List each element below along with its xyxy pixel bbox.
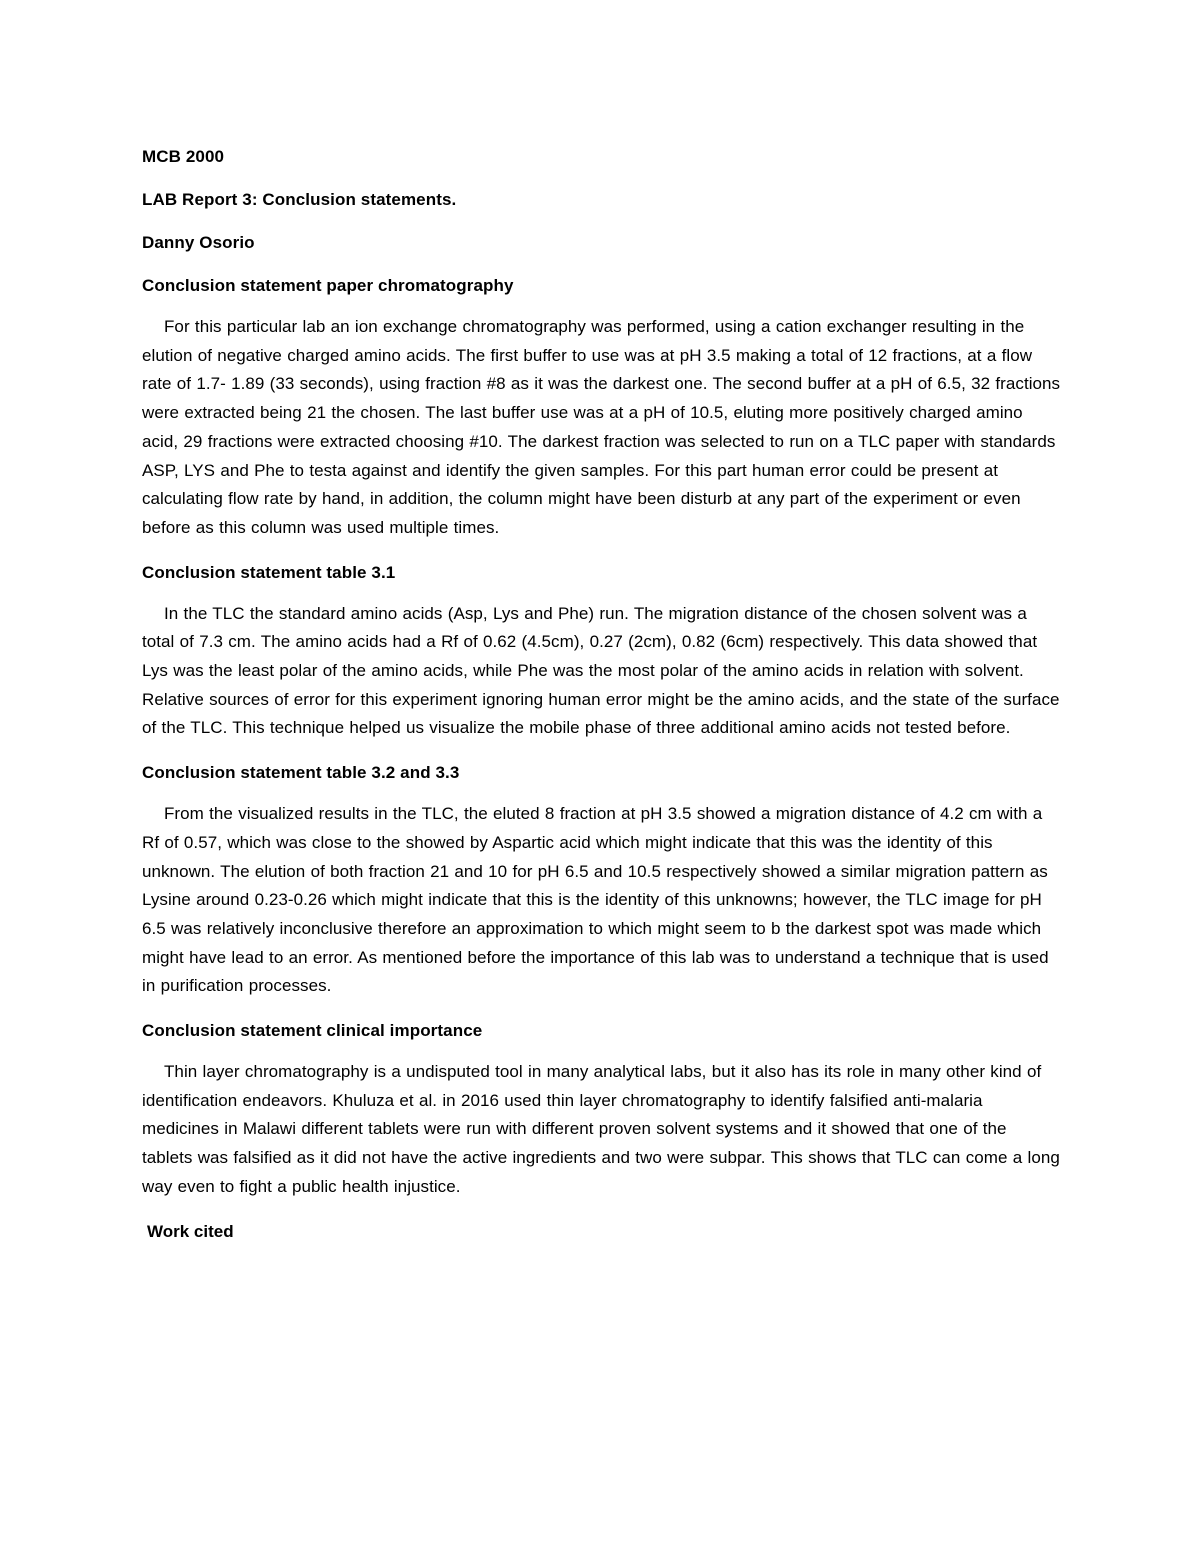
section-body-table-3-2-3-3: From the visualized results in the TLC, the eluted 8 fraction at pH 3.5 showed a migration distance of 4.2 cm with a Rf of 0.57, which was close to the showed by Aspartic acid which might indicate that this was the identity of this unknown. The elution of both fraction 21 and 10 for pH 6.5 and 10.5 respectively showed a similar migration pattern as Lysine around 0.23-0.26 which might indicate that this is the identity of this unknowns; however, the TLC image for pH 6.5 was relatively inconclusive therefore an approximation to which might seem to b the darkest spot was made which might have lead to an error. As mentioned before the importance of this lab was to understand a technique that is used in purification processes. bbox=[142, 804, 1049, 996]
section-heading-clinical-importance: Conclusion statement clinical importance bbox=[142, 1021, 483, 1041]
section-heading-table-3-2-3-3: Conclusion statement table 3.2 and 3.3 bbox=[142, 763, 460, 783]
section-body-clinical-importance: Thin layer chromatography is a undisputed tool in many analytical labs, but it also has its role in many other kind of identification endeavors. Khuluza et al. in 2016 used thin layer chromatography to identify falsified anti-malaria medicines in Malawi different tablets were run with different proven solvent systems and it showed that one of the tablets was falsified as it did not have the active ingredients and two were subpar. This shows that TLC can come a long way even to fight a public health injustice. bbox=[142, 1062, 1060, 1196]
section-heading-paper-chromatography: Conclusion statement paper chromatography bbox=[142, 276, 514, 295]
section-heading-table-3-1: Conclusion statement table 3.1 bbox=[142, 562, 396, 582]
document-content bbox=[142, 143, 1062, 1246]
course-code: MCB 2000 bbox=[142, 147, 225, 166]
work-cited-heading: Work cited bbox=[147, 1221, 234, 1241]
author-name: Danny Osorio bbox=[142, 233, 255, 252]
section-body-paper-chromatography: For this particular lab an ion exchange chromatography was performed, using a cation exchanger resulting in the elution of negative charged amino acids. The first buffer to use was at pH 3.5 making a total of 12 fractions, at a flow rate of 1.7- 1.89 (33 seconds), using fraction #8 as it was the darkest one. The second buffer at a pH of 6.5, 32 fractions were extracted being 21 the chosen. The last buffer use was at a pH of 10.5, eluting more positively charged amino acid, 29 fractions were extracted choosing #10. The darkest fraction was selected to run on a TLC paper with standards ASP, LYS and Phe to testa against and identify the given samples. For this part human error could be present at calculating flow rate by hand, in addition, the column might have been disturb at any part of the experiment or even before as this column was used multiple times. bbox=[142, 317, 1061, 537]
section-body-table-3-1: In the TLC the standard amino acids (Asp, Lys and Phe) run. The migration distance of the chosen solvent was a total of 7.3 cm. The amino acids had a Rf of 0.62 (4.5cm), 0.27 (2cm), 0.82 (6cm) respectively. This data showed that Lys was the least polar of the amino acids, while Phe was the most polar of the amino acids in relation with solvent. Relative sources of error for this experiment ignoring human error might be the amino acids, and the state of the surface of the TLC. This technique helped us visualize the mobile phase of three additional amino acids not tested before. bbox=[142, 603, 1060, 738]
report-title: LAB Report 3: Conclusion statements. bbox=[142, 190, 457, 209]
